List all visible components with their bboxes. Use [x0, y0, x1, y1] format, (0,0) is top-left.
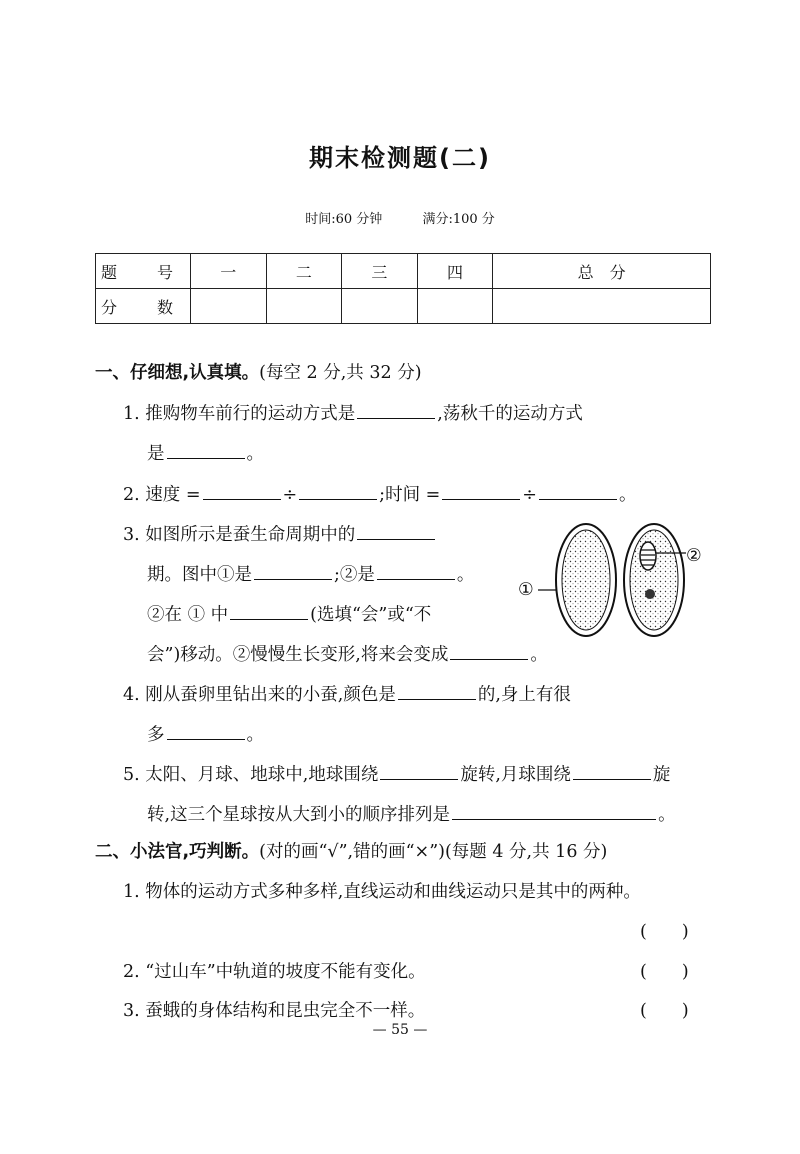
judge-2-text: 2. “过山车”中轨道的坡度不能有变化。: [123, 962, 426, 982]
judge-3-text: 3. 蚕蛾的身体结构和昆虫完全不一样。: [123, 1001, 426, 1021]
answer-blank[interactable]: [398, 681, 476, 700]
question-text: 。: [246, 725, 264, 745]
judge-1-text: 1. 物体的运动方式多种多样,直线运动和曲线运动只是其中的两种。: [123, 882, 641, 902]
question-text: 转,这三个星球按从大到小的顺序排列是: [147, 805, 451, 825]
answer-blank[interactable]: [167, 440, 245, 459]
table-cell: 题 号: [96, 254, 191, 289]
question-text: 4. 刚从蚕卵里钻出来的小蚕,颜色是: [123, 685, 396, 705]
question-text: 。: [530, 645, 548, 665]
question-2: [123, 481, 636, 507]
table-cell: 四: [417, 254, 493, 289]
section-2-heading: [95, 840, 607, 864]
egg-right: [624, 524, 684, 636]
question-text: 旋: [652, 765, 671, 785]
question-text: 。: [618, 485, 637, 505]
answer-blank[interactable]: [299, 481, 377, 500]
section-1-heading: [95, 361, 422, 385]
answer-blank[interactable]: [357, 521, 435, 540]
answer-blank[interactable]: [203, 481, 281, 500]
question-3: [123, 521, 437, 547]
figure-label-2: ②: [686, 546, 702, 566]
question-text: 旋转,月球围绕: [460, 765, 571, 785]
time-limit: 时间:60 分钟: [305, 212, 383, 227]
answer-blank[interactable]: [254, 561, 332, 580]
question-text: 2. 速度 =: [123, 485, 201, 505]
question-3-cont: [147, 641, 548, 667]
section-note: (对的画“√”,错的画“×”)(每题 4 分,共 16 分): [259, 842, 608, 862]
table-cell: 三: [342, 254, 418, 289]
question-text: 的,身上有很: [477, 685, 571, 705]
question-1: [123, 400, 583, 426]
question-text: ÷: [282, 485, 298, 505]
answer-blank[interactable]: [452, 801, 656, 820]
question-text: ;时间 =: [379, 485, 441, 505]
question-text: ;②是: [334, 565, 375, 585]
section-note: (每空 2 分,共 32 分): [259, 363, 422, 383]
question-5: [123, 761, 670, 787]
full-score: 满分:100 分: [422, 212, 495, 227]
question-1-cont: [147, 440, 264, 466]
answer-paren[interactable]: ( ): [640, 922, 689, 942]
answer-blank[interactable]: [357, 400, 435, 419]
question-text: 。: [456, 565, 475, 585]
embryo-icon: [640, 542, 656, 570]
question-text: 期。图中①是: [147, 565, 252, 585]
score-table: [95, 253, 711, 324]
question-text: 。: [658, 805, 676, 825]
answer-blank[interactable]: [450, 641, 528, 660]
page-title: 期末检测题(二): [309, 144, 491, 172]
answer-blank[interactable]: [573, 761, 651, 780]
score-cell[interactable]: [493, 289, 711, 324]
answer-paren[interactable]: ( ): [640, 962, 689, 982]
question-text: ,荡秋千的运动方式: [437, 404, 583, 424]
question-4: [123, 681, 571, 707]
score-cell[interactable]: [191, 289, 267, 324]
exam-meta: [0, 208, 800, 227]
answer-blank[interactable]: [539, 481, 617, 500]
table-cell: 一: [191, 254, 267, 289]
question-text: 会”)移动。②慢慢生长变形,将来会变成: [147, 645, 449, 665]
answer-paren[interactable]: ( ): [640, 1001, 689, 1021]
question-3-cont: [147, 561, 474, 587]
table-cell: 二: [266, 254, 342, 289]
score-cell[interactable]: [417, 289, 493, 324]
question-text: 多: [147, 725, 165, 745]
question-text: 。: [246, 444, 264, 464]
question-text: (选填“会”或“不: [310, 605, 432, 625]
question-text: 是: [147, 444, 165, 464]
table-cell: 分 数: [96, 289, 191, 324]
question-text: ÷: [522, 485, 537, 505]
score-cell[interactable]: [342, 289, 418, 324]
question-4-cont: [147, 721, 264, 747]
question-5-cont: [147, 801, 676, 827]
table-row: [96, 289, 711, 324]
answer-blank[interactable]: [380, 761, 458, 780]
egg-left: [556, 524, 616, 636]
table-cell: 总 分: [493, 254, 711, 289]
section-title: 一、仔细想,认真填。: [95, 363, 260, 383]
section-title: 二、小法官,巧判断。: [95, 842, 260, 862]
question-text: 5. 太阳、月球、地球中,地球围绕: [123, 765, 379, 785]
score-cell[interactable]: [266, 289, 342, 324]
answer-blank[interactable]: [442, 481, 520, 500]
yolk-icon: [645, 589, 655, 599]
page-number: — 55 —: [372, 1022, 428, 1038]
answer-blank[interactable]: [230, 601, 308, 620]
question-text: 1. 推购物车前行的运动方式是: [123, 404, 356, 424]
figure-label-1: ①: [518, 580, 534, 600]
question-text: 3. 如图所示是蚕生命周期中的: [123, 525, 356, 545]
silkworm-egg-figure: [514, 520, 714, 640]
question-3-cont: [147, 601, 431, 627]
question-text: ②在 ① 中: [147, 605, 229, 625]
answer-blank[interactable]: [167, 721, 245, 740]
table-row: [96, 254, 711, 289]
answer-blank[interactable]: [377, 561, 455, 580]
